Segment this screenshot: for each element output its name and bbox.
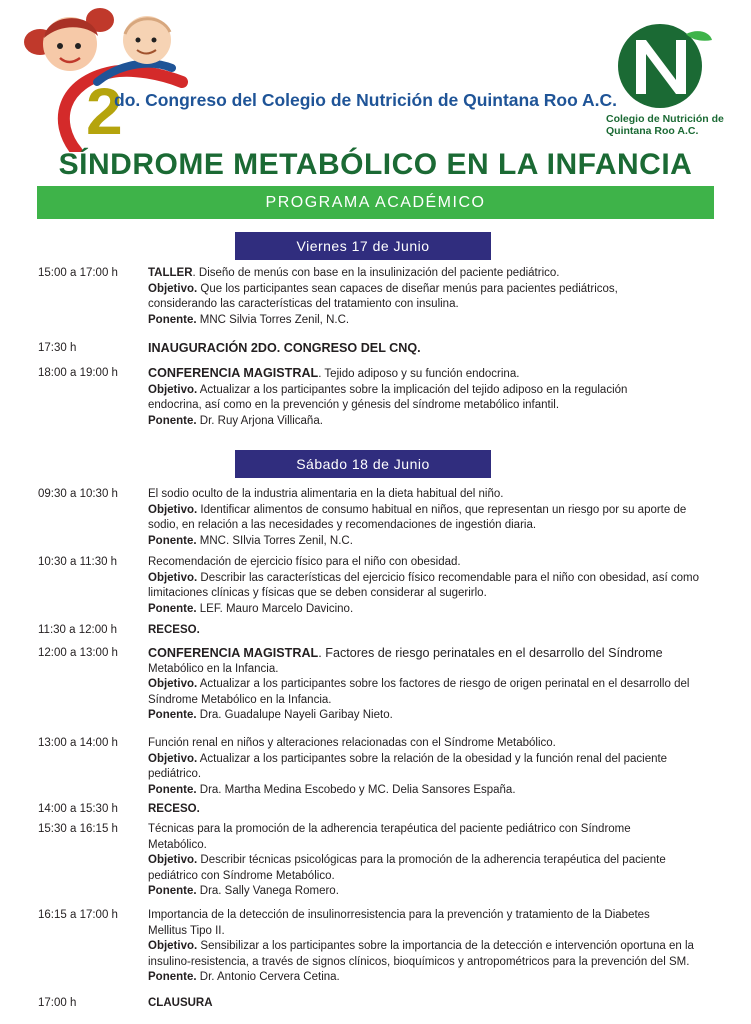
agenda-details [148, 623, 735, 639]
objective-label: Objetivo. [148, 282, 198, 295]
recess-label: RECESO. [148, 624, 200, 636]
objective-text: Sensibilizar a los participantes sobre la importancia de la detección e intervención oportuna en la [197, 940, 694, 953]
speaker-name: Dra. Sally Vanega Romero. [196, 885, 339, 898]
session-title: INAUGURACIÓN 2DO. CONGRESO DEL CNQ. [148, 341, 421, 355]
objective-label: Objetivo. [148, 940, 198, 953]
speaker-name: MNC. SIlvia Torres Zenil, N.C. [196, 534, 353, 547]
objective-label: Objetivo. [148, 854, 198, 867]
objective-text: insulino-resistencia, a través de signos clínicos, bioquímicos y antropométricos para la prevención del SM. [148, 955, 690, 968]
objective-text: Identificar alimentos de consumo habitual en niños, que representan un riesgo por su aporte de [197, 503, 687, 516]
session-title: El sodio oculto de la industria alimentaria en la dieta habitual del niño. [148, 488, 504, 500]
day-header-saturday: Sábado 18 de Junio [235, 450, 491, 478]
session-title: . Tejido adiposo y su función endocrina. [318, 368, 520, 380]
session-title: . Diseño de menús con base en la insulinización del paciente pediátrico. [192, 267, 560, 279]
session-title: Recomendación de ejercicio físico para el niño con obesidad. [148, 556, 461, 568]
speaker-label: Ponente. [148, 783, 197, 796]
session-type: CONFERENCIA MAGISTRAL [148, 646, 319, 660]
agenda-time: 18:00 a 19:00 h [38, 367, 118, 379]
congress-logo [22, 2, 322, 152]
agenda-time: 16:15 a 17:00 h [38, 909, 118, 921]
objective-label: Objetivo. [148, 503, 198, 516]
speaker-name: Dr. Antonio Cervera Cetina. [196, 971, 340, 984]
session-title: Metabólico en la Infancia. [148, 662, 279, 675]
objective-label: Objetivo. [148, 678, 198, 691]
session-title: Mellitus Tipo II. [148, 924, 225, 937]
speaker-label: Ponente. [148, 602, 197, 615]
agenda-details [148, 908, 735, 986]
agenda-time: 12:00 a 13:00 h [38, 647, 118, 659]
objective-text: pediátrico. [148, 768, 202, 781]
speaker-name: LEF. Mauro Marcelo Davicino. [196, 602, 354, 615]
closing-label: CLAUSURA [148, 997, 213, 1009]
agenda-details [148, 646, 735, 724]
session-title: . Factores de riesgo perinatales en el desarrollo del Síndrome [318, 646, 663, 660]
agenda-time: 14:00 a 15:30 h [38, 803, 118, 815]
agenda-time: 15:30 a 16:15 h [38, 823, 118, 835]
objective-text: Que los participantes sean capaces de diseñar menús para pacientes pediátricos, [197, 282, 618, 295]
agenda-time: 13:00 a 14:00 h [38, 737, 118, 749]
objective-label: Objetivo. [148, 752, 198, 765]
agenda-time: 15:00 a 17:00 h [38, 267, 118, 279]
session-type: TALLER [148, 267, 193, 279]
agenda-time: 17:30 h [38, 342, 77, 354]
objective-text: Actualizar a los participantes sobre la implicación del tejido adiposo en la regulación [197, 383, 628, 396]
program-banner: PROGRAMA ACADÉMICO [37, 186, 714, 219]
agenda-details [148, 736, 735, 798]
speaker-name: Dra. Martha Medina Escobedo y MC. Delia Sansores España. [196, 783, 516, 796]
objective-text: Actualizar a los participantes sobre la relación de la obesidad y la función renal del paciente [197, 752, 668, 765]
objective-label: Objetivo. [148, 571, 198, 584]
objective-text: Actualizar a los participantes sobre los factores de riesgo de origen perinatal en el desarrollo del [197, 678, 690, 691]
speaker-label: Ponente. [148, 885, 197, 898]
agenda-details [148, 366, 735, 429]
objective-text: limitaciones clínicas y físicas que se deben considerar al sugerirlo. [148, 587, 487, 600]
agenda-details [148, 341, 735, 357]
agenda-time: 17:00 h [38, 997, 77, 1009]
speaker-label: Ponente. [148, 313, 197, 326]
agenda-time: 10:30 a 11:30 h [38, 556, 118, 568]
objective-text: considerando las características del tratamiento con insulina. [148, 298, 459, 311]
speaker-label: Ponente. [148, 414, 197, 427]
agenda-details [148, 487, 735, 549]
agenda-details [148, 555, 735, 617]
agenda-details [148, 822, 735, 900]
session-title: Técnicas para la promoción de la adherencia terapéutica del paciente pediátrico con Síndrome [148, 823, 631, 835]
agenda-time: 09:30 a 10:30 h [38, 488, 118, 500]
speaker-name: Dr. Ruy Arjona Villicaña. [196, 414, 323, 427]
objective-label: Objetivo. [148, 383, 198, 396]
college-name: Colegio de Nutrición de Quintana Roo A.C. [606, 113, 724, 137]
session-title: Metabólico. [148, 838, 207, 851]
speaker-label: Ponente. [148, 534, 197, 547]
speaker-name: Dra. Guadalupe Nayeli Garibay Nieto. [196, 709, 393, 722]
objective-text: sodio, en relación a las necesidades y recomendaciones de ingestión diaria. [148, 519, 537, 532]
session-type: CONFERENCIA MAGISTRAL [148, 366, 319, 380]
agenda-details [148, 996, 735, 1012]
speaker-label: Ponente. [148, 709, 197, 722]
speaker-label: Ponente. [148, 971, 197, 984]
objective-text: Describir técnicas psicológicas para la promoción de la adherencia terapéutica del paciente [197, 854, 666, 867]
children-illustration [22, 2, 322, 152]
congress-name: do. Congreso del Colegio de Nutrición de Quintana Roo A.C. [114, 90, 618, 110]
n-emblem-icon [598, 22, 728, 112]
page-title: SÍNDROME METABÓLICO EN LA INFANCIA [58, 148, 693, 181]
objective-text: Describir las características del ejercicio físico recomendable para el niño con obesidad, así como [197, 571, 699, 584]
day-header-friday: Viernes 17 de Junio [235, 232, 491, 260]
agenda-details [148, 802, 735, 818]
recess-label: RECESO. [148, 803, 200, 815]
objective-text: endocrina, así como en la prevención y génesis del síndrome metabólico infantil. [148, 399, 560, 412]
agenda-time: 11:30 a 12:00 h [38, 624, 118, 636]
congress-number: 2 [86, 74, 123, 148]
session-title: Función renal en niños y alteraciones relacionadas con el Síndrome Metabólico. [148, 737, 556, 749]
objective-text: pediátrico con Síndrome Metabólico. [148, 869, 335, 882]
speaker-name: MNC Silvia Torres Zenil, N.C. [196, 313, 350, 326]
session-title: Importancia de la detección de insulinorresistencia para la prevención y tratamiento de la Diabetes [148, 909, 650, 921]
agenda-details [148, 266, 735, 328]
objective-text: Síndrome Metabólico en la Infancia. [148, 693, 332, 706]
